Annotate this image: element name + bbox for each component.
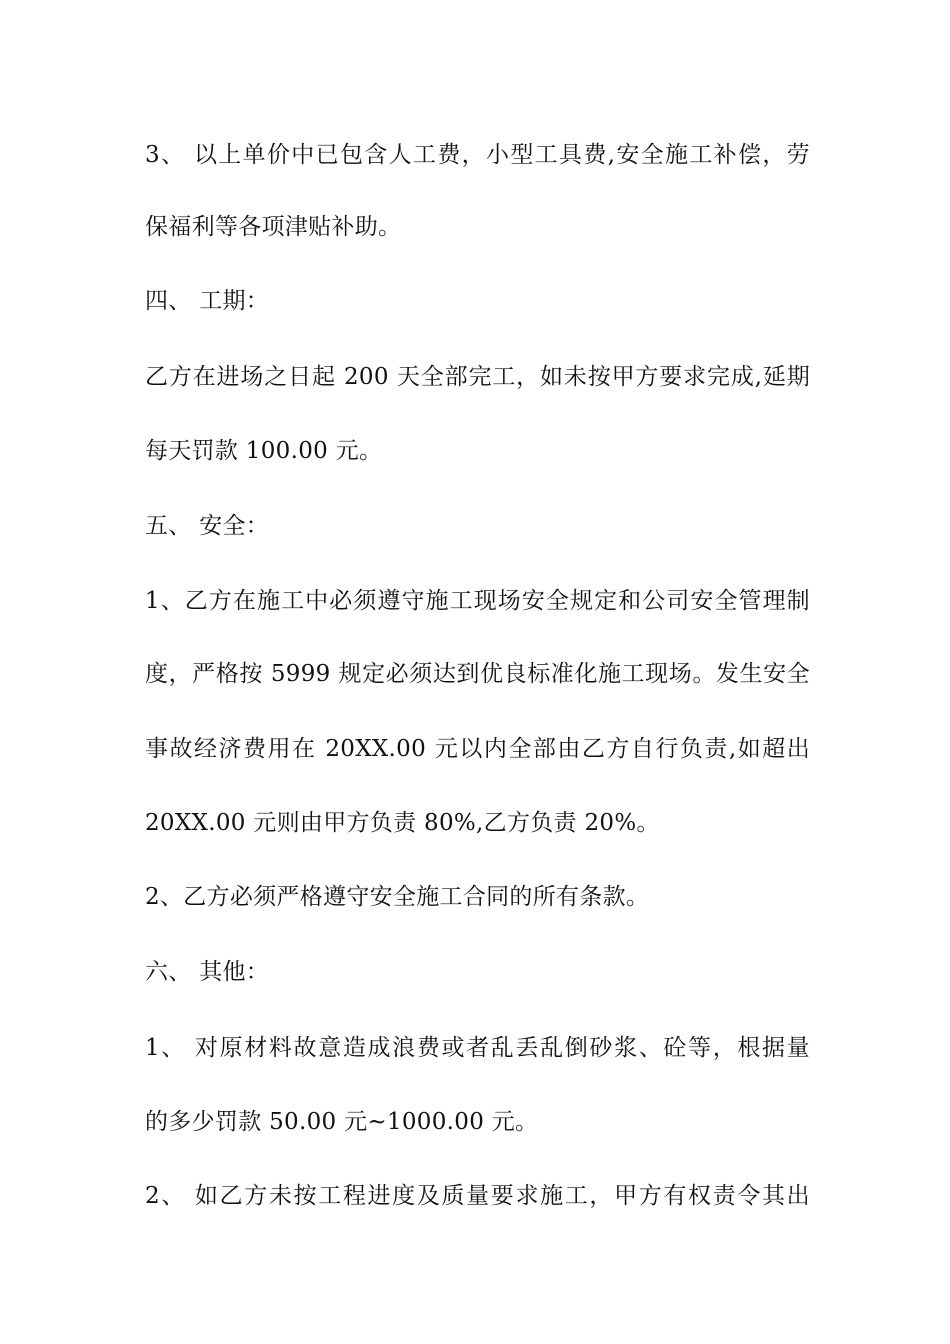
other-clause-1-line-1: 1、 对原材料故意造成浪费或者乱丢乱倒砂浆、砼等，根据量	[145, 1035, 810, 1061]
safety-clause-2: 2、乙方必须严格遵守安全施工合同的所有条款。	[145, 884, 650, 910]
section-heading-schedule: 四、 工期：	[145, 288, 270, 314]
schedule-line-1: 乙方在进场之日起 200 天全部完工，如未按甲方要求完成,延期	[145, 364, 810, 390]
safety-clause-1-line-3: 事故经济费用在 20XX.00 元以内全部由乙方自行负责,如超出	[145, 736, 810, 762]
clause-3-line-1: 3、 以上单价中已包含人工费，小型工具费,安全施工补偿，劳	[145, 142, 810, 168]
section-heading-other: 六、 其他：	[145, 959, 270, 985]
safety-clause-1-line-2: 度，严格按 5999 规定必须达到优良标准化施工现场。发生安全	[145, 661, 810, 687]
safety-clause-1-line-4: 20XX.00 元则由甲方负责 80%,乙方负责 20%。	[145, 810, 660, 836]
section-heading-safety: 五、 安全：	[145, 513, 270, 539]
clause-3-line-2: 保福利等各项津贴补助。	[145, 214, 402, 240]
schedule-line-2: 每天罚款 100.00 元。	[145, 438, 383, 464]
other-clause-1-line-2: 的多少罚款 50.00 元~1000.00 元。	[145, 1109, 539, 1135]
other-clause-2-line-1: 2、 如乙方未按工程进度及质量要求施工，甲方有权责令其出	[145, 1183, 810, 1209]
safety-clause-1-line-1: 1、乙方在施工中必须遵守施工现场安全规定和公司安全管理制	[145, 588, 810, 614]
